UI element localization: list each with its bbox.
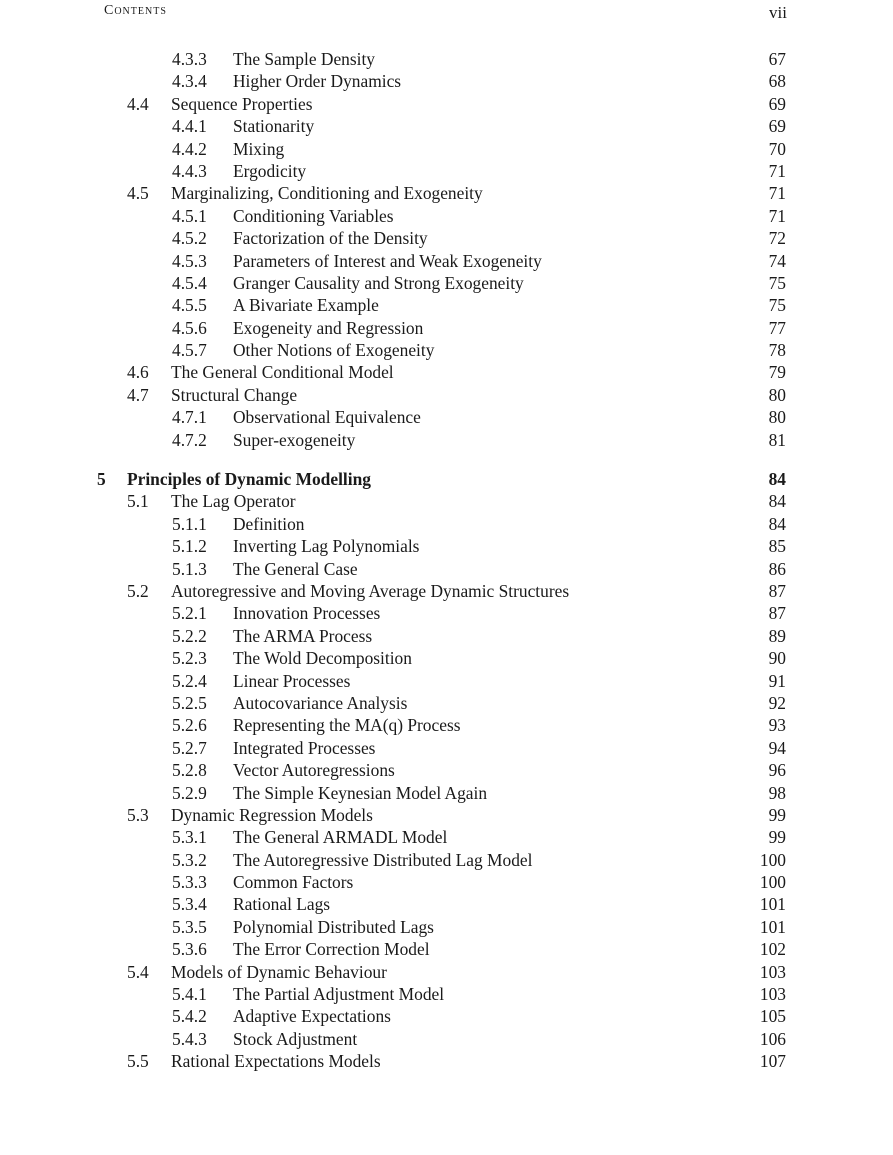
toc-entry-number: 4.5.4 [172,272,207,293]
toc-subsection-entry[interactable] [0,916,893,938]
toc-entry-title: Sequence Properties [171,93,313,114]
toc-entry-number: 4.4 [127,93,149,114]
toc-entry-number: 4.5.5 [172,295,207,316]
toc-section-entry[interactable] [0,361,893,383]
toc-entry-page-number: 106 [759,1028,786,1049]
toc-subsection-entry[interactable] [0,205,893,227]
toc-subsection-entry[interactable] [0,250,893,272]
toc-subsection-entry[interactable] [0,849,893,871]
toc-entry-page-number: 67 [768,49,786,69]
toc-section-entry[interactable] [0,804,893,826]
toc-entry-page-number: 93 [768,715,786,736]
toc-entry-title: The Partial Adjustment Model [233,984,445,1005]
toc-subsection-entry[interactable] [0,115,893,137]
toc-entry-title: The Simple Keynesian Model Again [233,782,488,803]
toc-entry-title: Stationarity [233,116,315,137]
toc-subsection-entry[interactable] [0,782,893,804]
toc-entry-number: 4.4.1 [172,116,207,137]
toc-entry-page-number: 102 [759,939,786,960]
toc-entry-page-number: 99 [768,827,786,848]
toc-entry-title: Conditioning Variables [233,205,394,226]
toc-entry-number: 5.2.4 [172,670,207,691]
toc-entry-number: 4.4.2 [172,138,207,159]
toc-entry-number: 5.3.5 [172,916,207,937]
toc-entry-title: Definition [233,513,305,534]
toc-section-entry[interactable] [0,182,893,204]
toc-subsection-entry[interactable] [0,406,893,428]
toc-section-entry[interactable] [0,1050,893,1072]
toc-entry-page-number: 68 [768,71,786,92]
toc-entry-title: Other Notions of Exogeneity [233,340,435,361]
toc-entry-title: Factorization of the Density [233,228,428,249]
toc-entry-number: 4.3.4 [172,71,207,92]
toc-entry-number: 5.3 [127,804,149,825]
toc-section-entry[interactable] [0,580,893,602]
toc-entry-title: Autocovariance Analysis [233,692,408,713]
toc-entry-title: Models of Dynamic Behaviour [171,961,387,982]
toc-chapter-entry[interactable] [0,468,893,490]
toc-entry-number: 4.7 [127,384,149,405]
toc-entry-number: 5.3.2 [172,849,207,870]
toc-subsection-entry[interactable] [0,1005,893,1027]
toc-entry-title: Innovation Processes [233,603,381,624]
running-header [104,3,787,25]
toc-subsection-entry[interactable] [0,227,893,249]
toc-entry-number: 5.3.6 [172,939,207,960]
toc-entry-title: Inverting Lag Polynomials [233,536,420,557]
toc-subsection-entry[interactable] [0,714,893,736]
toc-entry-number: 5.2.3 [172,648,207,669]
toc-entry-number: 4.5.2 [172,228,207,249]
toc-entry-title: Linear Processes [233,670,351,691]
toc-entry-number: 4.5.1 [172,205,207,226]
toc-subsection-entry[interactable] [0,983,893,1005]
toc-entry-title: Exogeneity and Regression [233,317,424,338]
toc-subsection-entry[interactable] [0,513,893,535]
toc-subsection-entry[interactable] [0,272,893,294]
toc-entry-page-number: 103 [759,961,786,982]
toc-entry-page-number: 94 [768,737,786,758]
toc-entry-title: The ARMA Process [233,625,373,646]
toc-entry-page-number: 79 [768,362,786,383]
toc-entry-number: 5.5 [127,1051,149,1072]
toc-entry-title: Polynomial Distributed Lags [233,916,434,937]
toc-entry-number: 4.7.2 [172,429,207,450]
toc-subsection-entry[interactable] [0,535,893,557]
running-header-title: Contents [104,3,167,18]
toc-entry-number: 4.5.7 [172,340,207,361]
toc-subsection-entry[interactable] [0,339,893,361]
toc-entry-page-number: 71 [768,183,786,204]
toc-entry-page-number: 72 [768,228,786,249]
toc-entry-title: Mixing [233,138,285,159]
toc-subsection-entry[interactable] [0,692,893,714]
toc-entry-number: 4.7.1 [172,407,207,428]
toc-entry-page-number: 100 [759,849,786,870]
toc-entry-title: Common Factors [233,872,354,893]
toc-entry-number: 5.2.6 [172,715,207,736]
toc-entry-page-number: 87 [768,603,786,624]
toc-entry-title: The Sample Density [233,49,375,69]
toc-subsection-entry[interactable] [0,759,893,781]
toc-entry-page-number: 71 [768,160,786,181]
toc-entry-title: The General ARMADL Model [233,827,448,848]
toc-entry-page-number: 84 [768,513,786,534]
toc-entry-title: Principles of Dynamic Modelling [127,469,371,490]
toc-entry-page-number: 70 [768,138,786,159]
toc-subsection-entry[interactable] [0,48,893,70]
toc-entry-number: 4.5.3 [172,250,207,271]
toc-entry-title: Autoregressive and Moving Average Dynamic Structures [171,580,570,601]
toc-entry-title: Rational Lags [233,894,331,915]
toc-entry-page-number: 85 [768,536,786,557]
toc-subsection-entry[interactable] [0,625,893,647]
toc-entry-page-number: 81 [768,429,786,450]
toc-entry-title: The Error Correction Model [233,939,430,960]
toc-entry-title: Ergodicity [233,160,307,181]
toc-subsection-entry[interactable] [0,670,893,692]
toc-entry-number: 4.3.3 [172,49,207,69]
toc-subsection-entry[interactable] [0,938,893,960]
toc-entry-title: The General Conditional Model [171,362,394,383]
toc-entry-page-number: 96 [768,760,786,781]
toc-entry-number: 5.2.8 [172,760,207,781]
toc-entry-title: Parameters of Interest and Weak Exogeneity [233,250,542,271]
toc-entry-page-number: 80 [768,407,786,428]
toc-entry-title: The Wold Decomposition [233,648,412,669]
toc-subsection-entry[interactable] [0,871,893,893]
toc-subsection-entry[interactable] [0,602,893,624]
toc-entry-number: 4.5.6 [172,317,207,338]
toc-entry-page-number: 92 [768,692,786,713]
toc-section-entry[interactable] [0,384,893,406]
toc-entry-page-number: 77 [768,317,786,338]
toc-entry-page-number: 103 [759,984,786,1005]
toc-entry-number: 5.4.2 [172,1006,207,1027]
toc-subsection-entry[interactable] [0,826,893,848]
toc-subsection-entry[interactable] [0,893,893,915]
toc-entry-number: 5.1.1 [172,513,207,534]
toc-subsection-entry[interactable] [0,647,893,669]
toc-entry-page-number: 71 [768,205,786,226]
toc-subsection-entry[interactable] [0,294,893,316]
toc-section-entry[interactable] [0,490,893,512]
toc-entry-title: Observational Equivalence [233,407,421,428]
toc-entry-title: Higher Order Dynamics [233,71,402,92]
toc-entry-number: 5.2 [127,580,149,601]
toc-subsection-entry[interactable] [0,70,893,92]
toc-entry-page-number: 80 [768,384,786,405]
toc-entry-number: 5.2.2 [172,625,207,646]
toc-entry-page-number: 86 [768,558,786,579]
toc-entry-page-number: 69 [768,93,786,114]
toc-entry-page-number: 75 [768,295,786,316]
toc-subsection-entry[interactable] [0,558,893,580]
toc-subsection-entry[interactable] [0,737,893,759]
toc-entry-number: 5.4 [127,961,149,982]
toc-entry-number: 5.2.7 [172,737,207,758]
toc-entry-title: The Lag Operator [171,491,296,512]
toc-entry-number: 5 [97,469,106,490]
toc-entry-number: 5.4.3 [172,1028,207,1049]
toc-entry-page-number: 107 [759,1051,786,1072]
toc-subsection-entry[interactable] [0,429,893,451]
toc-entry-title: Vector Autoregressions [233,760,395,781]
toc-entry-number: 5.3.4 [172,894,207,915]
toc-entry-page-number: 84 [768,469,786,490]
toc-entry-title: Integrated Processes [233,737,376,758]
toc-entry-page-number: 89 [768,625,786,646]
toc-entry-page-number: 91 [768,670,786,691]
toc-entry-number: 5.1.3 [172,558,207,579]
toc-entry-page-number: 99 [768,804,786,825]
toc-entry-title: Granger Causality and Strong Exogeneity [233,272,524,293]
toc-subsection-entry[interactable] [0,317,893,339]
toc-entry-page-number: 75 [768,272,786,293]
toc-entry-number: 5.2.1 [172,603,207,624]
toc-entry-number: 5.4.1 [172,984,207,1005]
toc-entry-title: The General Case [233,558,358,579]
table-of-contents [0,48,893,1073]
toc-entry-title: Stock Adjustment [233,1028,358,1049]
toc-entry-page-number: 74 [768,250,786,271]
toc-entry-number: 5.1.2 [172,536,207,557]
toc-section-entry[interactable] [0,93,893,115]
toc-entry-number: 5.1 [127,491,149,512]
toc-entry-page-number: 100 [759,872,786,893]
toc-entry-page-number: 87 [768,580,786,601]
toc-entry-page-number: 69 [768,116,786,137]
toc-entry-number: 4.6 [127,362,149,383]
toc-entry-page-number: 98 [768,782,786,803]
toc-entry-page-number: 78 [768,340,786,361]
toc-entry-page-number: 101 [759,894,786,915]
toc-entry-title: Super-exogeneity [233,429,356,450]
toc-entry-number: 4.5 [127,183,149,204]
toc-entry-page-number: 90 [768,648,786,669]
toc-entry-title: A Bivariate Example [233,295,379,316]
toc-entry-page-number: 84 [768,491,786,512]
toc-subsection-entry[interactable] [0,138,893,160]
toc-entry-title: Structural Change [171,384,298,405]
running-header-page-number: vii [769,3,787,22]
toc-subsection-entry[interactable] [0,1028,893,1050]
toc-entry-title: Adaptive Expectations [233,1006,391,1027]
toc-entry-title: Representing the MA(q) Process [233,715,461,736]
toc-subsection-entry[interactable] [0,160,893,182]
toc-entry-title: The Autoregressive Distributed Lag Model [233,849,533,870]
toc-section-entry[interactable] [0,961,893,983]
toc-entry-page-number: 101 [759,916,786,937]
toc-entry-page-number: 105 [759,1006,786,1027]
toc-entry-number: 4.4.3 [172,160,207,181]
toc-entry-number: 5.2.9 [172,782,207,803]
toc-entry-title: Dynamic Regression Models [171,804,373,825]
toc-entry-number: 5.2.5 [172,692,207,713]
toc-entry-number: 5.3.1 [172,827,207,848]
toc-entry-title: Marginalizing, Conditioning and Exogeneity [171,183,483,204]
toc-entry-number: 5.3.3 [172,872,207,893]
toc-entry-title: Rational Expectations Models [171,1051,381,1072]
